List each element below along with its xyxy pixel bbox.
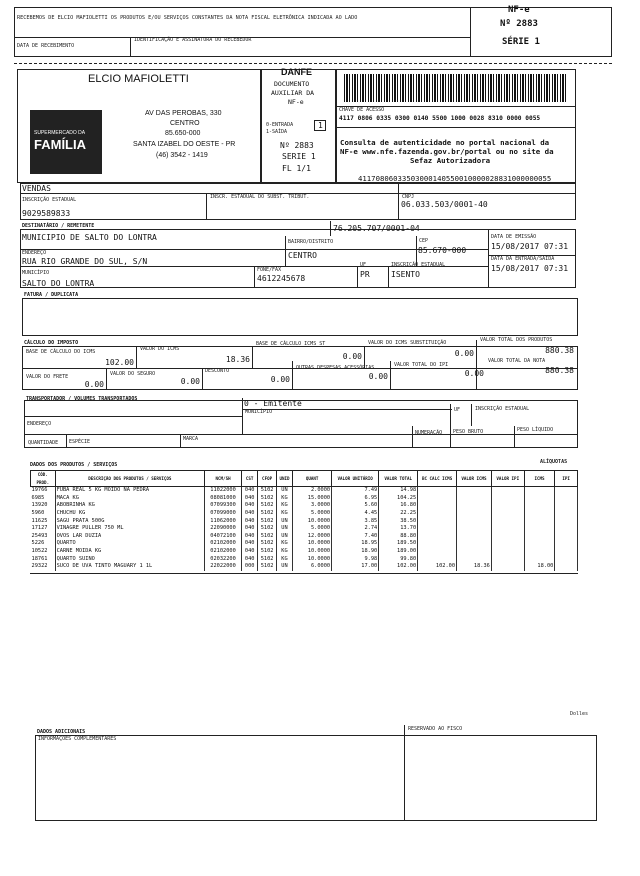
- logo-line1: SUPERMERCADO DA: [34, 130, 86, 136]
- recipient-ie-label: INSCRIÇÃO ESTADUAL: [391, 262, 446, 268]
- cell-unit: KG: [276, 510, 292, 518]
- danfe-type-value: 1: [318, 121, 323, 130]
- cell-cfop: 5102: [258, 510, 276, 518]
- consult-line2: NF-e www.nfe.fazenda.gov.br/portal ou no site da: [340, 147, 554, 156]
- barcode-digits: 41170806033503000140550010000028831000000055: [358, 174, 552, 183]
- cell-unit: UN: [276, 525, 292, 533]
- total-label: VALOR TOTAL DA NOTA: [488, 358, 546, 364]
- cell-unit-value: 6.95: [332, 495, 379, 503]
- address-label: ENDEREÇO: [22, 250, 47, 256]
- cell-code: 25493: [31, 533, 56, 541]
- cell-code: 10522: [31, 548, 56, 556]
- header-total: VALOR TOTAL: [379, 471, 418, 487]
- cell-description: QUARTO: [55, 540, 205, 548]
- cell-description: OVOS LAR DUZIA: [55, 533, 205, 541]
- invoice-box: [22, 298, 578, 336]
- cell-total: 102.00: [379, 563, 418, 571]
- products-header-row: [31, 471, 578, 487]
- header-unit-value: VALOR UNITÁRIO: [332, 471, 379, 487]
- cell-unit: KG: [276, 502, 292, 510]
- cell-total: 16.80: [379, 502, 418, 510]
- ie-value: 9029589833: [22, 209, 71, 218]
- numbering-label: NUMERAÇÃO: [415, 430, 443, 436]
- cell-bc-icms: 102.00: [418, 563, 457, 571]
- danfe-exit: 1-SAÍDA: [266, 129, 288, 135]
- cell-cst: 000: [242, 563, 258, 571]
- header-cst: CST: [242, 471, 258, 487]
- recipient-section: DESTINATÁRIO / REMETENTE: [22, 223, 95, 229]
- district-value: CENTRO: [288, 251, 317, 260]
- danfe-title: DANFE: [281, 67, 312, 77]
- cell-icms-value: [457, 556, 492, 564]
- cnpj-value: 06.033.503/0001-40: [401, 200, 488, 209]
- cell-cfop: 5102: [258, 563, 276, 571]
- recipient-cnpj: 76.205.707/0001-04: [333, 224, 420, 233]
- danfe-entry: 0-ENTRADA: [266, 122, 294, 128]
- cell-qty: 10.0000: [293, 540, 332, 548]
- barcode: [344, 74, 568, 102]
- insurance-value: 0.00: [180, 377, 200, 386]
- cell-icms-value: [457, 518, 492, 526]
- cell-description: SAGU PRATA 500G: [55, 518, 205, 526]
- freight-mode: 0 - Emitente: [244, 399, 302, 408]
- cell-code: 19766: [31, 487, 56, 495]
- freight-label: VALOR DO FRETE: [26, 374, 69, 380]
- emission-value: 15/08/2017 07:31: [491, 242, 569, 251]
- aliquotas-label: ALÍQUOTAS: [540, 459, 568, 465]
- cell-cst: 040: [242, 556, 258, 564]
- cell-ncm: 02102000: [205, 548, 242, 556]
- taxes-section: CÁLCULO DO IMPOSTO: [24, 340, 79, 346]
- consult-line3: Sefaz Autorizadora: [410, 156, 491, 165]
- exit-value: 15/08/2017 07:31: [491, 264, 569, 273]
- cell-cfop: 5102: [258, 548, 276, 556]
- cnpj-label: CNPJ: [402, 194, 415, 200]
- cell-rate-ipi: [555, 533, 578, 541]
- cell-unit: KG: [276, 495, 292, 503]
- additional-info-label: INFORMAÇÕES COMPLEMENTARES: [38, 736, 117, 742]
- discount-label: DESCONTO: [205, 368, 230, 374]
- cell-ncm: 11062000: [205, 518, 242, 526]
- base-st-value: 0.00: [342, 352, 362, 361]
- cell-ipi-value: [491, 518, 524, 526]
- cell-total: 22.25: [379, 510, 418, 518]
- cell-unit-value: 3.85: [332, 518, 379, 526]
- cell-bc-icms: [418, 495, 457, 503]
- table-row: [31, 556, 578, 564]
- cell-rate-icms: [524, 502, 555, 510]
- header-icms-value: VALOR ICMS: [457, 471, 492, 487]
- header-rate-ipi: IPI: [555, 471, 578, 487]
- access-key: 4117 0806 0335 0300 0140 5500 1000 0028 8310 0000 0055: [339, 115, 541, 122]
- cell-unit-value: 17.00: [332, 563, 379, 571]
- nature: VENDAS: [22, 184, 51, 193]
- cell-ncm: 08081000: [205, 495, 242, 503]
- base-st-label: BASE DE CÁLCULO ICMS ST: [256, 341, 326, 347]
- cell-bc-icms: [418, 533, 457, 541]
- issuer-name: ELCIO MAFIOLETTI: [88, 73, 189, 85]
- cell-description: FUBA REAL 5 KG MOIDO NA PEDRA: [55, 487, 205, 495]
- cell-cst: 040: [242, 502, 258, 510]
- software-label: Dolles: [570, 711, 589, 717]
- cell-rate-ipi: [555, 502, 578, 510]
- cell-qty: 10.0000: [293, 556, 332, 564]
- cell-qty: 10.0000: [293, 518, 332, 526]
- header-cfop: CFOP: [258, 471, 276, 487]
- cell-unit-value: 5.60: [332, 502, 379, 510]
- cell-rate-icms: [524, 533, 555, 541]
- cell-rate-ipi: [555, 495, 578, 503]
- issuer-city: SANTA IZABEL DO OESTE - PR: [133, 141, 236, 148]
- header-qty: QUANT: [293, 471, 332, 487]
- canhoto-signature-label: IDENTIFICAÇÃO E ASSINATURA DO RECEBEDOR: [134, 37, 252, 43]
- canhoto-number: Nº 2883: [500, 19, 538, 29]
- invoice-section: FATURA / DUPLICATA: [24, 292, 79, 298]
- cell-cfop: 5102: [258, 495, 276, 503]
- cell-icms-value: [457, 495, 492, 503]
- header-bc-icms: BC CALC ICMS: [418, 471, 457, 487]
- cell-ipi-value: [491, 540, 524, 548]
- table-row: [31, 540, 578, 548]
- cell-bc-icms: [418, 502, 457, 510]
- cell-cfop: 5102: [258, 518, 276, 526]
- phone-value: 4612245678: [257, 274, 306, 283]
- issuer-phone: (46) 3542 - 1419: [156, 152, 208, 159]
- exit-label: DATA DA ENTRADA/SAÍDA: [491, 256, 555, 262]
- cell-rate-ipi: [555, 563, 578, 571]
- cell-cfop: 5102: [258, 540, 276, 548]
- cell-cst: 040: [242, 525, 258, 533]
- cell-code: 17127: [31, 525, 56, 533]
- cell-cst: 040: [242, 510, 258, 518]
- cell-rate-ipi: [555, 540, 578, 548]
- cell-unit-value: 4.45: [332, 510, 379, 518]
- cell-code: 29322: [31, 563, 56, 571]
- recipient-name: MUNICIPIO DE SALTO DO LONTRA: [22, 233, 157, 242]
- cell-qty: 12.0000: [293, 533, 332, 541]
- cell-rate-icms: 18.00: [524, 563, 555, 571]
- cell-bc-icms: [418, 510, 457, 518]
- header-unit: UNID: [276, 471, 292, 487]
- danfe-subtitle1: DOCUMENTO: [274, 80, 310, 88]
- table-row: [31, 533, 578, 541]
- city-label: MUNICÍPIO: [22, 270, 50, 276]
- phone-label: FONE/FAX: [257, 267, 282, 273]
- transport-uf-label: UF: [454, 407, 461, 413]
- table-row: [31, 487, 578, 495]
- cell-code: 13920: [31, 502, 56, 510]
- canhoto-date-label: DATA DE RECEBIMENTO: [17, 43, 75, 49]
- table-row: [31, 495, 578, 503]
- danfe-page: FL 1/1: [282, 164, 311, 173]
- cell-icms-value: [457, 487, 492, 495]
- cell-description: VINAGRE PULLER 750 ML: [55, 525, 205, 533]
- issuer-logo: [30, 110, 102, 174]
- cell-code: 18761: [31, 556, 56, 564]
- address-value: RUA RIO GRANDE DO SUL, S/N: [22, 257, 148, 266]
- city-value: SALTO DO LONTRA: [22, 279, 95, 288]
- cell-ipi-value: [491, 548, 524, 556]
- cell-unit: UN: [276, 533, 292, 541]
- cell-cst: 040: [242, 548, 258, 556]
- cell-icms-value: [457, 548, 492, 556]
- cell-bc-icms: [418, 548, 457, 556]
- access-label: CHAVE DE ACESSO: [339, 107, 385, 113]
- cell-qty: 3.0000: [293, 502, 332, 510]
- st-label: VALOR DO ICMS SUBSTITUIÇÃO: [368, 340, 447, 346]
- canhoto-series: SÉRIE 1: [502, 37, 540, 47]
- cell-ncm: 22090000: [205, 525, 242, 533]
- base-icms-label: BASE DE CÁLCULO DO ICMS: [26, 349, 96, 355]
- cell-cst: 040: [242, 487, 258, 495]
- st-value: 0.00: [454, 349, 474, 358]
- cell-ncm: 07099300: [205, 502, 242, 510]
- danfe-subtitle2: AUXILIAR DA: [271, 89, 315, 97]
- cell-rate-ipi: [555, 510, 578, 518]
- cell-ncm: 02102000: [205, 540, 242, 548]
- cell-rate-icms: [524, 510, 555, 518]
- cell-bc-icms: [418, 556, 457, 564]
- header-code: CÓD. PROD.: [31, 471, 56, 487]
- cell-description: CHUCHU KG: [55, 510, 205, 518]
- cell-ipi-value: [491, 563, 524, 571]
- canhoto-nfe-label: NF-e: [508, 5, 530, 15]
- freight-value: 0.00: [84, 380, 104, 389]
- cell-rate-icms: [524, 495, 555, 503]
- discount-value: 0.00: [270, 375, 290, 384]
- danfe-series: SERIE 1: [282, 152, 316, 161]
- cell-cfop: 5102: [258, 533, 276, 541]
- table-row: [31, 510, 578, 518]
- other-label: OUTRAS DESPESAS ACESSÓRIAS: [296, 365, 375, 371]
- products-section: DADOS DOS PRODUTOS / SERVIÇOS: [30, 462, 118, 468]
- ipi-value: 0.00: [464, 369, 484, 378]
- additional-box: [35, 735, 597, 821]
- cell-icms-value: [457, 525, 492, 533]
- transport-address-label: ENDEREÇO: [27, 421, 52, 427]
- products-table: [30, 470, 578, 571]
- icms-value: 18.36: [225, 355, 250, 364]
- cell-unit-value: 7.49: [332, 487, 379, 495]
- cell-description: CARNE MOIDA KG: [55, 548, 205, 556]
- transport-section: TRANSPORTADOR / VOLUMES TRANSPORTADOS: [26, 396, 138, 402]
- table-row: [31, 548, 578, 556]
- cell-icms-value: [457, 502, 492, 510]
- cell-code: 5960: [31, 510, 56, 518]
- cell-cst: 040: [242, 540, 258, 548]
- cell-rate-icms: [524, 548, 555, 556]
- ie-st-label: INSCR. ESTADUAL DO SUBST. TRIBUT.: [210, 194, 310, 200]
- cell-total: 104.25: [379, 495, 418, 503]
- cut-line: [14, 63, 612, 64]
- total-value: 880.38: [545, 366, 574, 375]
- cell-cst: 040: [242, 495, 258, 503]
- cell-description: MACA KG: [55, 495, 205, 503]
- cell-unit: UN: [276, 518, 292, 526]
- cell-icms-value: 18.36: [457, 563, 492, 571]
- cell-description: ABOBRINHA KG: [55, 502, 205, 510]
- products-label: VALOR TOTAL DOS PRODUTOS: [480, 337, 553, 343]
- cell-cfop: 5102: [258, 556, 276, 564]
- cell-unit-value: 18.90: [332, 548, 379, 556]
- cell-qty: 2.0000: [293, 487, 332, 495]
- cell-ipi-value: [491, 487, 524, 495]
- issuer-cep: 85.650-000: [165, 130, 201, 137]
- emission-label: DATA DE EMISSÃO: [491, 234, 537, 240]
- cell-total: 38.50: [379, 518, 418, 526]
- cell-rate-ipi: [555, 518, 578, 526]
- products-value: 880.38: [545, 346, 574, 355]
- header-ncm: NCM/SH: [205, 471, 242, 487]
- cell-code: 11625: [31, 518, 56, 526]
- cell-cst: 040: [242, 518, 258, 526]
- cell-code: 6985: [31, 495, 56, 503]
- danfe-subtitle3: NF-e: [288, 98, 304, 106]
- insurance-label: VALOR DO SEGURO: [110, 371, 156, 377]
- header-description: DESCRIÇÃO DOS PRODUTOS / SERVIÇOS: [55, 471, 205, 487]
- cell-ncm: 04072100: [205, 533, 242, 541]
- cell-rate-icms: [524, 540, 555, 548]
- cell-rate-icms: [524, 487, 555, 495]
- cell-ipi-value: [491, 525, 524, 533]
- cell-cfop: 5102: [258, 487, 276, 495]
- cell-bc-icms: [418, 518, 457, 526]
- cell-qty: 5.0000: [293, 525, 332, 533]
- cell-bc-icms: [418, 525, 457, 533]
- uf-value: PR: [360, 270, 370, 279]
- products-table-bottom: [30, 573, 578, 574]
- table-row: [31, 502, 578, 510]
- cell-qty: 5.0000: [293, 510, 332, 518]
- products-body: [31, 487, 578, 571]
- ipi-label: VALOR TOTAL DO IPI: [394, 362, 449, 368]
- transport-ie-label: INSCRIÇÃO ESTADUAL: [475, 406, 530, 412]
- danfe-number: Nº 2883: [280, 141, 314, 150]
- cell-ncm: 07099000: [205, 510, 242, 518]
- canhoto-received-text: RECEBEMOS DE ELCIO MAFIOLETTI OS PRODUTOS E/OU SERVIÇOS CONSTANTES DA NOTA FISCAL ELETRÔNICA INDICADA AO LADO: [17, 15, 358, 21]
- logo-line2: FAMÍLIA: [34, 137, 86, 152]
- issuer-district: CENTRO: [170, 120, 200, 127]
- icms-label: VALOR DO ICMS: [140, 346, 180, 352]
- ie-label: INSCRIÇÃO ESTADUAL: [22, 197, 77, 203]
- cell-qty: 6.0000: [293, 563, 332, 571]
- cell-icms-value: [457, 533, 492, 541]
- cell-total: 189.00: [379, 548, 418, 556]
- cell-ipi-value: [491, 502, 524, 510]
- cell-total: 88.80: [379, 533, 418, 541]
- cell-cst: 040: [242, 533, 258, 541]
- cell-rate-ipi: [555, 548, 578, 556]
- cell-unit: KG: [276, 556, 292, 564]
- brand-label: MARCA: [183, 436, 199, 442]
- cell-ipi-value: [491, 510, 524, 518]
- cell-bc-icms: [418, 540, 457, 548]
- cell-qty: 10.0000: [293, 548, 332, 556]
- qty-label: QUANTIDADE: [28, 440, 59, 446]
- additional-section: DADOS ADICIONAIS: [37, 729, 86, 735]
- cell-rate-icms: [524, 525, 555, 533]
- table-row: [31, 525, 578, 533]
- cell-cfop: 5102: [258, 525, 276, 533]
- cell-rate-ipi: [555, 556, 578, 564]
- recipient-ie-value: ISENTO: [391, 270, 420, 279]
- cep-value: 85.670-000: [418, 246, 467, 255]
- district-label: BAIRRO/DISTRITO: [288, 239, 334, 245]
- cell-total: 189.50: [379, 540, 418, 548]
- issuer-address: AV DAS PEROBAS, 330: [145, 110, 222, 117]
- cell-rate-icms: [524, 556, 555, 564]
- cell-total: 14.98: [379, 487, 418, 495]
- header-ipi-value: VALOR IPI: [491, 471, 524, 487]
- cell-icms-value: [457, 510, 492, 518]
- uf-label: UF: [360, 262, 367, 268]
- nature-box: [20, 183, 576, 220]
- cell-unit-value: 7.40: [332, 533, 379, 541]
- cell-unit: UN: [276, 563, 292, 571]
- cell-icms-value: [457, 540, 492, 548]
- cell-code: 5226: [31, 540, 56, 548]
- cell-unit: KG: [276, 540, 292, 548]
- cell-ipi-value: [491, 533, 524, 541]
- cell-unit-value: 9.98: [332, 556, 379, 564]
- gross-label: PESO BRUTO: [453, 429, 484, 435]
- cell-description: QUARTO SUINO: [55, 556, 205, 564]
- base-icms-value: 102.00: [105, 358, 134, 367]
- cell-unit-value: 2.74: [332, 525, 379, 533]
- cell-qty: 15.0000: [293, 495, 332, 503]
- cell-ncm: 22022000: [205, 563, 242, 571]
- cell-total: 99.80: [379, 556, 418, 564]
- other-value: 0.00: [368, 372, 388, 381]
- cell-unit: KG: [276, 548, 292, 556]
- transport-city-label: MUNICÍPIO: [245, 409, 273, 415]
- species-label: ESPÉCIE: [69, 439, 91, 445]
- cell-unit: UN: [276, 487, 292, 495]
- net-label: PESO LÍQUIDO: [517, 427, 554, 433]
- consult-line1: Consulta de autenticidade no portal nacional da: [340, 138, 550, 147]
- cell-rate-icms: [524, 518, 555, 526]
- cell-total: 13.70: [379, 525, 418, 533]
- table-row: [31, 563, 578, 571]
- cell-ipi-value: [491, 556, 524, 564]
- cell-description: SUCO DE UVA TINTO MAGUARY 1 1L: [55, 563, 205, 571]
- header-rate-icms: ICMS: [524, 471, 555, 487]
- cell-rate-ipi: [555, 525, 578, 533]
- cell-ncm: 11022000: [205, 487, 242, 495]
- cell-rate-ipi: [555, 487, 578, 495]
- table-row: [31, 518, 578, 526]
- cell-ncm: 02032200: [205, 556, 242, 564]
- cell-bc-icms: [418, 487, 457, 495]
- cell-ipi-value: [491, 495, 524, 503]
- cep-label: CEP: [419, 238, 429, 244]
- cell-cfop: 5102: [258, 502, 276, 510]
- cell-unit-value: 18.95: [332, 540, 379, 548]
- reserved-label: RESERVADO AO FISCO: [408, 726, 463, 732]
